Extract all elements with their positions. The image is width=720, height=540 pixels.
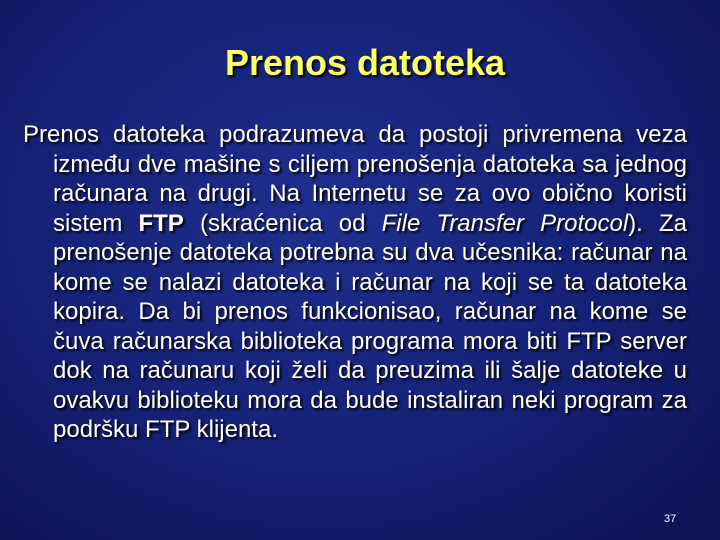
slide-title: Prenos datoteka bbox=[224, 42, 506, 83]
slide-body-paragraph bbox=[23, 120, 687, 445]
paragraph-text-1: Prenos datoteka podrazumeva da postoji privremena veza između dve mašine s ciljem prenošenja datoteka sa jednog računara na drugi. Na Internetu se za ovo obično koristi sistem bbox=[23, 121, 687, 237]
paragraph-text-3: ). Za prenošenje datoteka potrebna su dva učesnika: računar na kome se nalazi datoteka i računar na koji se ta datoteka kopira. Da bi prenos funkcionisao, računar na kome se čuva računarska biblioteka programa mora biti FTP server dok na računaru koji želi da preuzima ili šalje datoteke u ovakvu biblioteku mora da bude instaliran neki program za podršku FTP klijenta. bbox=[53, 209, 687, 443]
paragraph-bold-term: FTP bbox=[138, 209, 184, 237]
paragraph-italic-term: File Transfer Protocol bbox=[381, 209, 629, 237]
paragraph-text-2: (skraćenica od bbox=[183, 209, 382, 237]
page-number: 37 bbox=[664, 513, 677, 525]
